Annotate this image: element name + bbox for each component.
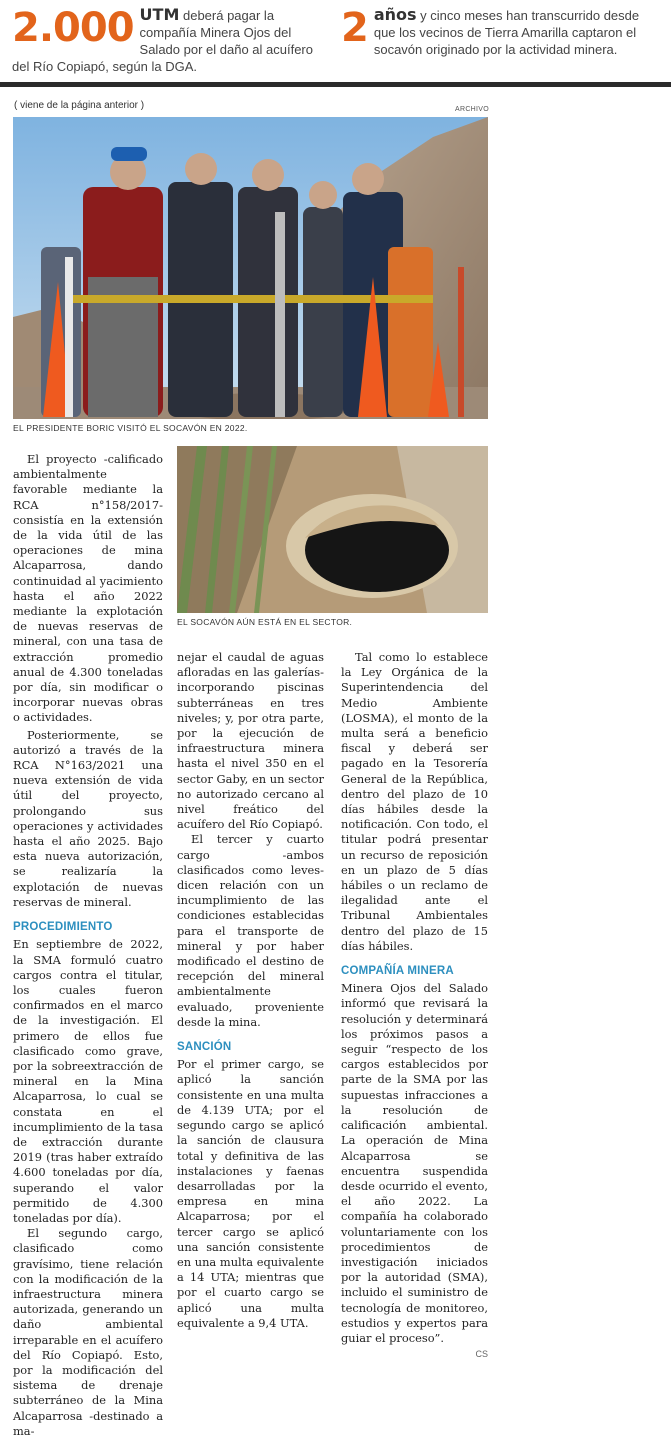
fact-box-2 [341, 6, 659, 58]
end-mark: CS [475, 1349, 488, 1360]
subhead: SANCIÓN [177, 1041, 232, 1054]
fact-text: deberá pagar la compañía Minera Ojos del Salado por el daño al acuífero del Río Copiapó, según la DGA. [12, 8, 313, 74]
paragraph: Posteriormente, se autorizó a través de la RCA N°163/2021 una nueva extensión de vida útil del proyecto, prolongando sus operaciones y actividades hasta el año 2025. Bajo esta nueva autorización, se realizaría la explotación de nuevas reservas de mineral. [13, 727, 163, 909]
paragraph: El proyecto -calificado ambientalmente favorable mediante la RCA n°158/2017- consistía en la extensión de la vida útil de las operaciones de mina Alcaparrosa, dando continuidad al yacimiento hasta el año 2022 mediante la explotación de nuevas reservas de mineral, con una tasa de extracción promedio anual de 4.300 toneladas por día, sin modificar o incorporar nuevas obras o actividades. [13, 452, 163, 725]
fact-unit: años [373, 5, 417, 24]
caption-photo-2: EL SOCAVÓN AÚN ESTÁ EN EL SECTOR. [177, 617, 353, 627]
fact-text: y cinco meses han transcurrido desde que los vecinos de Tierra Amarilla captaron el socavón originado por la actividad minera. [373, 8, 640, 57]
article-column-1 [13, 452, 163, 1439]
fact-box-1 [12, 6, 327, 75]
photo-illustration [13, 117, 488, 419]
fact-number: 2.000 [12, 5, 134, 51]
paragraph: El segundo cargo, clasificado como gravísimo, tiene relación con la modificación de la infraestructura minera autorizada, generando un daño ambiental irreparable en el acuífero del Río Copiapó. Esto, por la modificación del sistema de drenaje subterráneo de la Mina Alcaparrosa -destinado a ma- [13, 1226, 163, 1438]
paragraph: Tal como lo establece la Ley Orgánica de la Superintendencia del Medio Ambiente (LOSMA), el monto de la multa será a beneficio fiscal y deberá ser pagado en la Tesorería General de la República, dentro del plazo de 10 días hábiles desde la notificación. Con todo, el titular podrá presentar un recurso de reposición en un plazo de 5 días hábiles o un reclamo de ilegalidad ante el Tribunal Ambientales dentro del plazo de 15 días hábiles. [341, 650, 488, 953]
subhead: COMPAÑÍA MINERA [341, 965, 454, 978]
photo-illustration [177, 446, 488, 613]
paragraph: En septiembre de 2022, la SMA formuló cuatro cargos contra el titular, los cuales fueron confirmados en el marco de la investigación. El primero de ellos fue clasificado como grave, por la sobreextracción de mineral en la Mina Alcaparrosa, lo cual se constata en el incumplimiento de la tasa de extracción durante 2019 (tras haber extraído 4.600 toneladas por día, superando el valor permitido de 4.300 toneladas por día). [13, 937, 163, 1225]
photo-president-visit [13, 117, 488, 419]
photo-sinkhole [177, 446, 488, 613]
top-divider [0, 82, 671, 87]
article-column-3 [341, 650, 488, 1362]
continued-note: ( viene de la página anterior ) [14, 100, 145, 111]
caption-photo-1: EL PRESIDENTE BORIC VISITÓ EL SOCAVÓN EN 2022. [13, 423, 248, 433]
paragraph: Por el primer cargo, se aplicó la sanción consistente en una multa de 4.139 UTA; por el segundo cargo se aplicó la sanción de clausura total y definitiva de las instalaciones y faenas desarrolladas por la empresa en mina Alcaparrosa; por el tercer cargo se aplicó una sanción consistente en una multa equivalente a 14 UTA; mientras que por el cuarto cargo se aplicó una multa equivalente a 9,4 UTA. [177, 1057, 324, 1330]
paragraph: El tercer y cuarto cargo -ambos clasificados como leves- dicen relación con un incumplimiento de las condiciones establecidas para el transporte de mineral y por haber modificado el destino de recepción del mineral ambientalmente evaluado, proveniente desde la mina. [177, 832, 324, 1029]
fact-unit: UTM [139, 5, 180, 24]
paragraph: nejar el caudal de aguas afloradas en las galerías- incorporando piscinas subterráneas en tres niveles; y, por otra parte, por la ejecución de infraestructura minera hasta el nivel 350 en el sector Gaby, en un sector no autorizado cercano al nivel freático del acuífero del Río Copiapó. [177, 650, 324, 832]
paragraph: Minera Ojos del Salado informó que revisará la resolución y determinará los próximos pasos a seguir “respecto de los cargos establecidos por parte de la SMA por las supuestas infracciones a la resolución de calificación ambiental. La operación de Mina Alcaparrosa se encuentra suspendida desde ocurrido el evento, el año 2022. La compañía ha colaborado voluntariamente con los procedimientos de investigación iniciados por la autoridad (SMA), incluido el suministro de tecnología de monitoreo, estudios y expertos para guiar el proceso”. [341, 981, 488, 1345]
photo-credit: ARCHIVO [455, 106, 489, 113]
fact-number: 2 [341, 5, 368, 51]
subhead: PROCEDIMIENTO [13, 921, 113, 934]
article-column-2 [177, 650, 324, 1331]
